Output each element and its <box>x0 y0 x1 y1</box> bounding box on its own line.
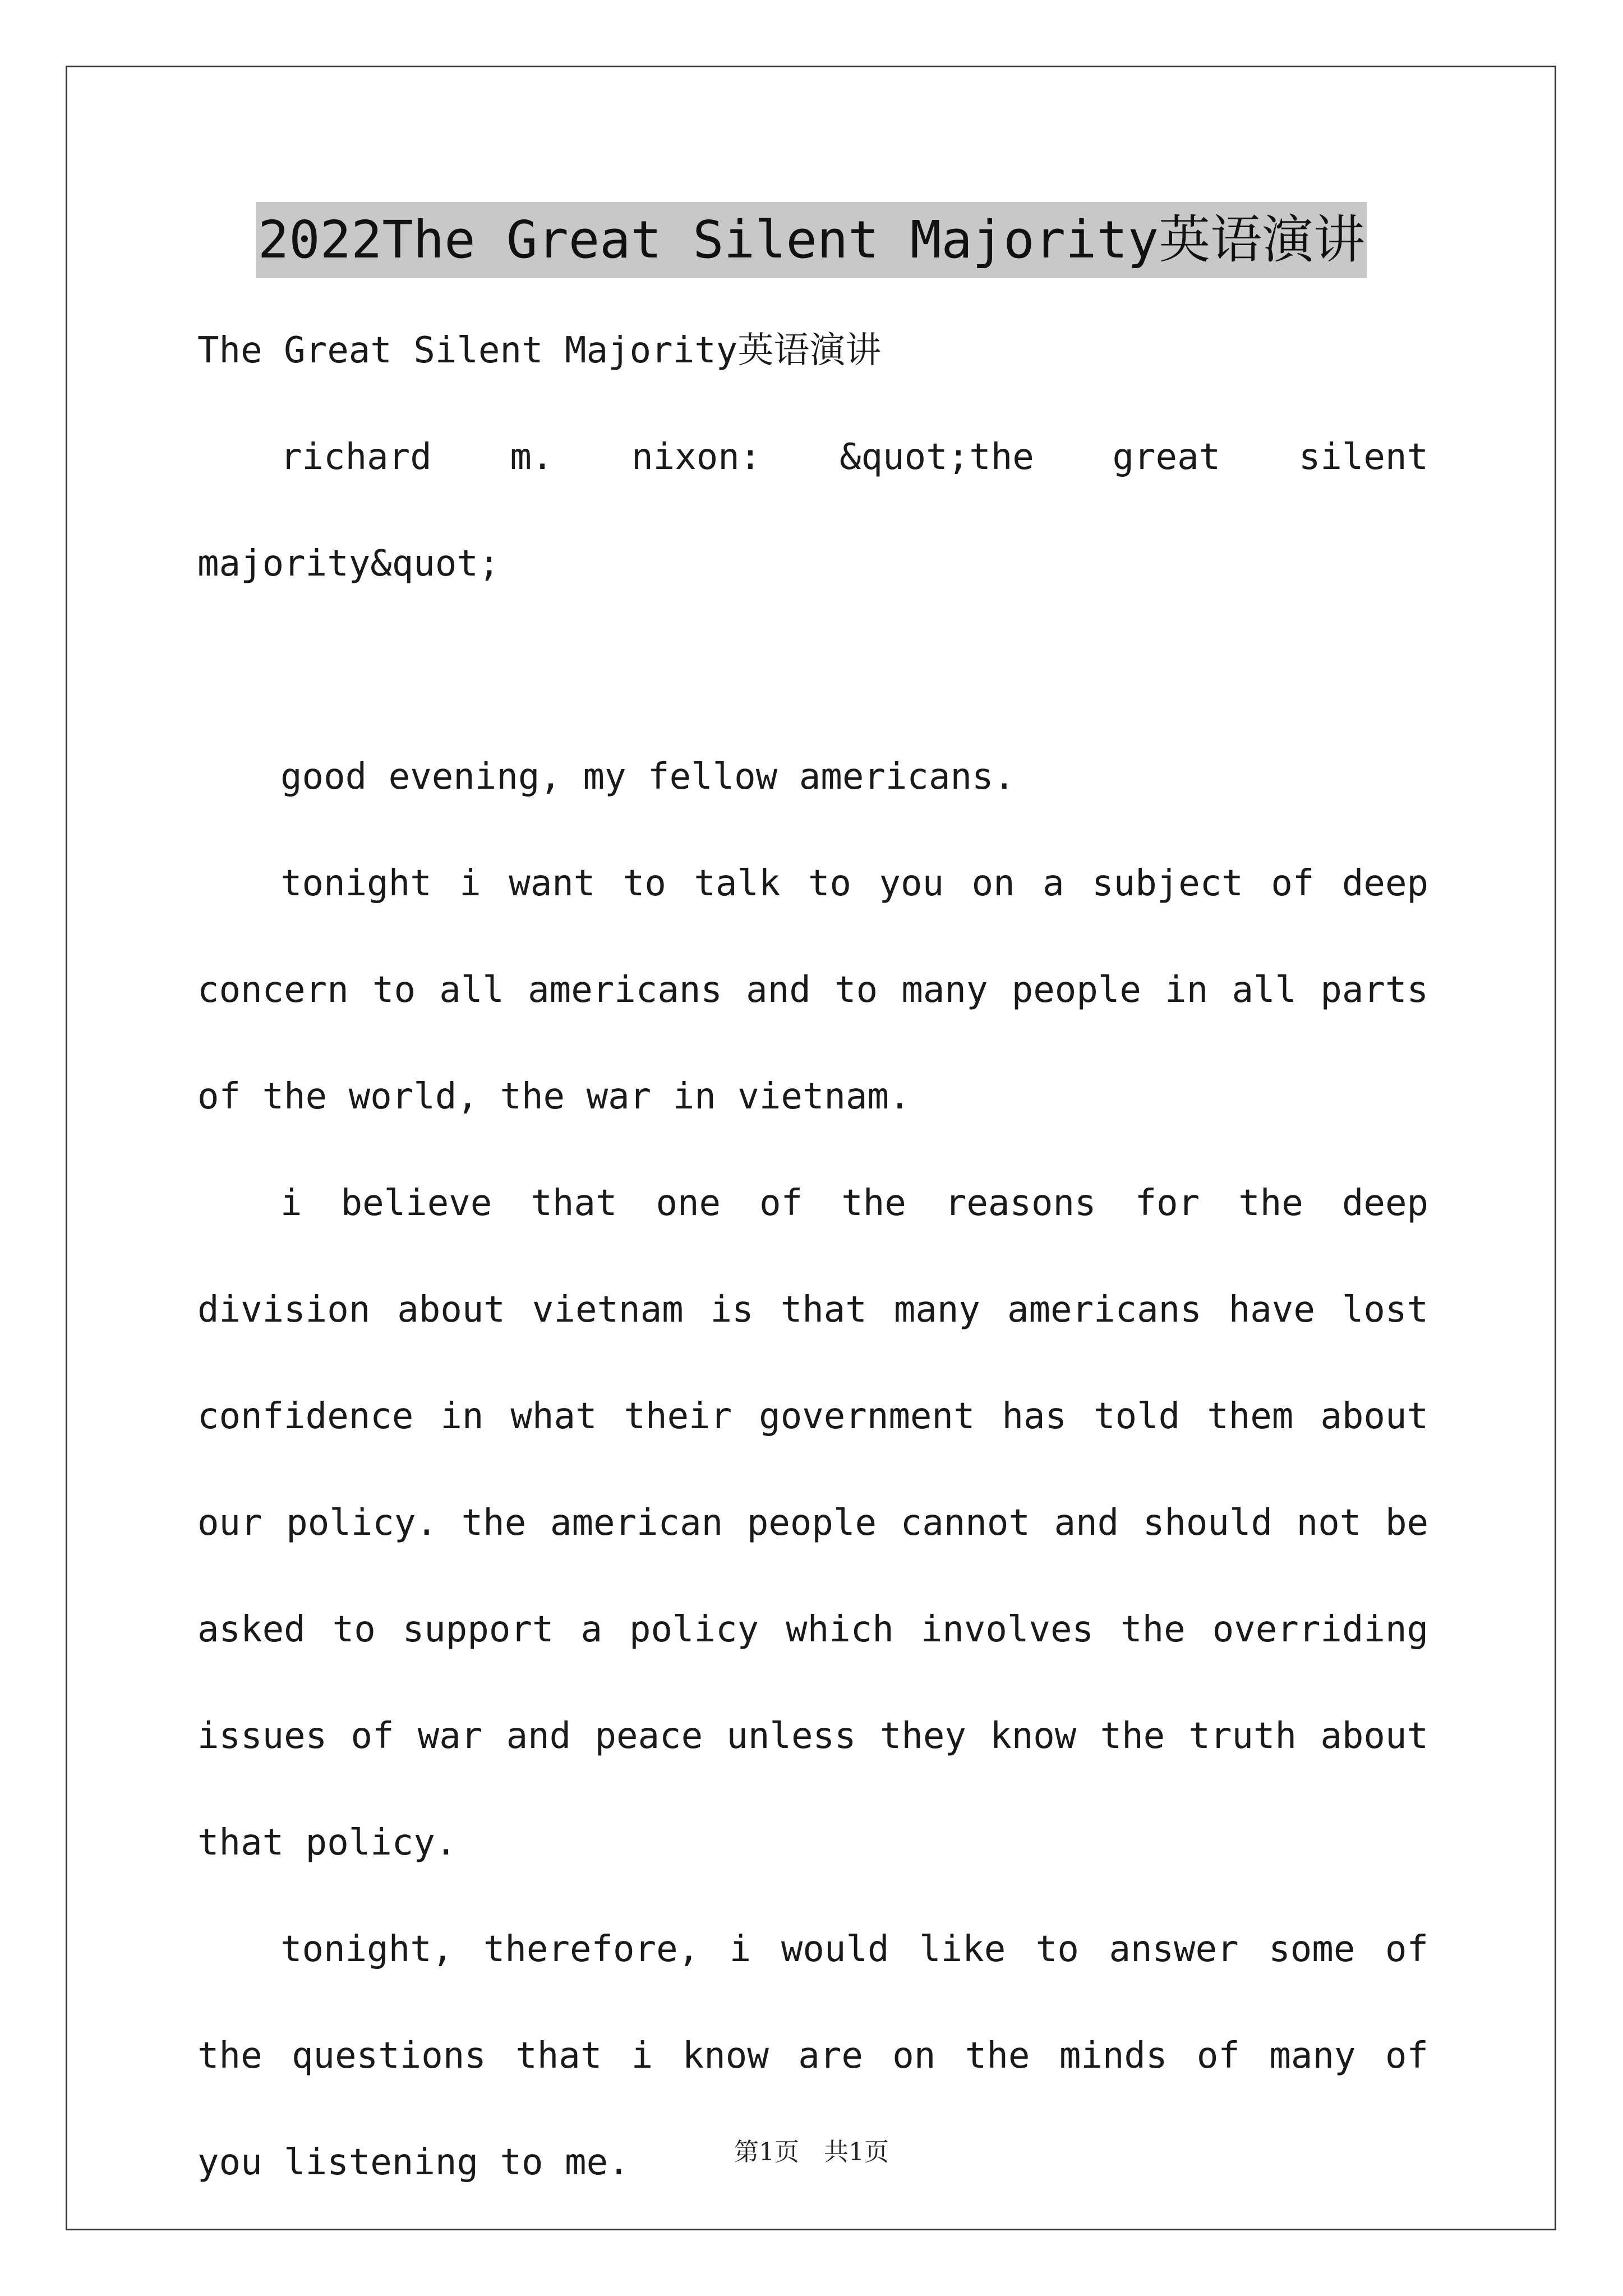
document-subtitle: The Great Silent Majority英语演讲 <box>197 330 882 371</box>
document-title: 2022The Great Silent Majority英语演讲 <box>256 202 1367 278</box>
paragraph-speaker-line: richard m. nixon: &quot;the great silent majority&quot; <box>197 436 1428 585</box>
paragraph-questions: tonight, therefore, i would like to answer some of the questions that i know are on the minds of many of you listening to me. <box>197 1929 1428 2183</box>
paragraph-greeting: good evening, my fellow americans. <box>280 756 1016 798</box>
title-container <box>0 202 1623 278</box>
page-footer: 第1页 共1页 <box>734 2138 889 2166</box>
paragraph-division: i believe that one of the reasons for the deep division about vietnam is that many americans have lost confidence in what their government has told them about our policy. the american people cannot and should not be asked to support a policy which involves the overriding issues of war and peace unless they know the truth about that policy. <box>197 1182 1428 1864</box>
paragraph-subject: tonight i want to talk to you on a subject of deep concern to all americans and to many people in all parts of the world, the war in vietnam. <box>197 863 1428 1117</box>
blank-line <box>197 617 1428 724</box>
document-body <box>197 297 1428 2216</box>
